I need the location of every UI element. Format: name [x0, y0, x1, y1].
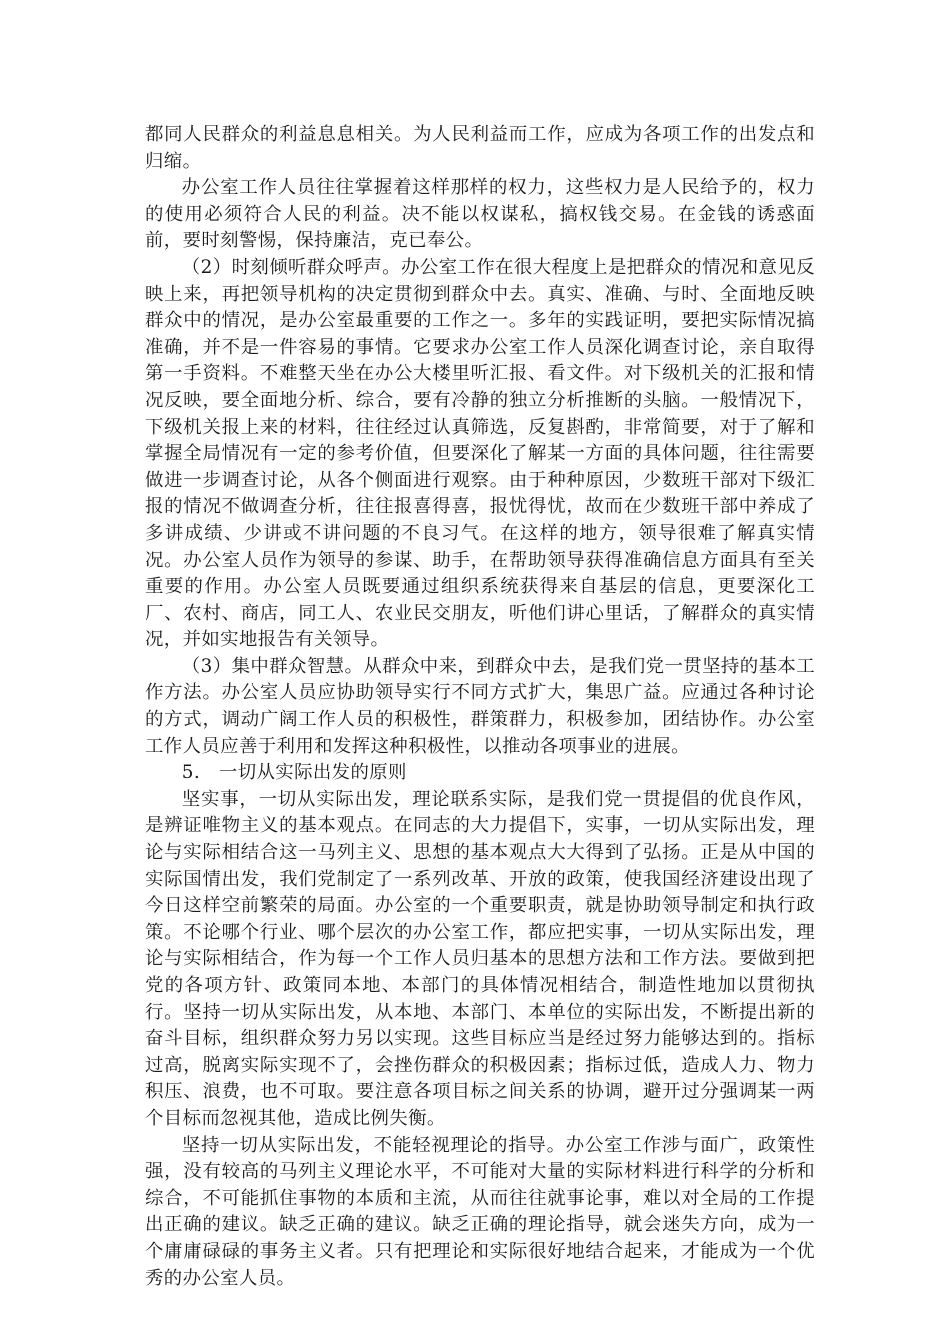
- section-heading-practical-principle: 5. 一切从实际出发的原则: [181, 762, 407, 784]
- paragraph-collective-wisdom: （3）集中群众智慧。从群众中来，到群众中去，是我们党一贯坚持的基本工作方法。办公室人员应协助领导实行不同方式扩大，集思广益。应通过各种讨论的方式，调动广阔工作人员的积极性，群策群力，积极参加，团结协作。办公室工作人员应善于利用和发挥这种积极性，以推动各项事业的进展。: [145, 655, 815, 757]
- paragraph-listen-to-masses: （2）时刻倾听群众呼声。办公室工作在很大程度上是把群众的情况和意见反映上来，再把领导机构的决定贯彻到群众中去。真实、准确、与时、全面地反映群众中的情况，是办公室最重要的工作之一。多年的实践证明，要把实际情况搞准确，并不是一件容易的事情。它要求办公室工作人员深化调查讨论，亲自取得第一手资料。不难整天坐在办公大楼里听汇报、看文件。对下级机关的汇报和情况反映，要全面地分析、综合，要有冷静的独立分析推断的头脑。一般情况下，下级机关报上来的材料，往往经过认真筛选，反复斟酌，非常简要，对于了解和掌握全局情况有一定的参考价值，但要深化了解某一方面的具体问题，往往需要做进一步调查讨论，从各个侧面进行观察。由于种种原因，少数班干部对下级汇报的情况不做调查分析，往往报喜得喜，报忧得忧，故而在少数班干部中养成了多讲成绩、少讲或不讲问题的不良习气。在这样的地方，领导很难了解真实情况。办公室人员作为领导的参谋、助手，在帮助领导获得准确信息方面具有至关重要的作用。办公室人员既要通过组织系统获得来自基层的信息，更要深化工厂、农村、商店，同工人、农业民交朋友，听他们讲心里话，了解群众的真实情况，并如实地报告有关领导。: [145, 256, 815, 651]
- document-body: [145, 122, 815, 1292]
- paragraph-seek-truth: 坚实事，一切从实际出发，理论联系实际，是我们党一贯提倡的优良作风，是辨证唯物主义的基本观点。在同志的大力提倡下，实事，一切从实际出发，理论与实际相结合这一马列主义、思想的基本观点大大得到了弘扬。正是从中国的实际国情出发，我们党制定了一系列改革、开放的政策，使我国经济建设出现了今日这样空前繁荣的局面。办公室的一个重要职责，就是协助领导制定和执行政策。不论哪个行业、哪个层次的办公室工作，都应把实事，一切从实际出发，理论与实际相结合，作为每一个工作人员归基本的思想方法和工作方法。要做到把党的各项方针、政策同本地、本部门的具体情况相结合，制造性地加以贯彻执行。坚持一切从实际出发，从本地、本部门、本单位的实际出发，不断提出新的奋斗目标，组织群众努力另以实现。这些目标应当是经过努力能够达到的。指标过高，脱离实际实现不了，会挫伤群众的积极因素；指标过低，造成人力、物力积压、浪费，也不可取。要注意各项目标之间关系的协调，避开过分强调某一两个目标而忽视其他，造成比例失衡。: [145, 788, 815, 1129]
- paragraph-theory-guidance: 坚持一切从实际出发，不能轻视理论的指导。办公室工作涉与面广，政策性强，没有较高的马列主义理论水平，不可能对大量的实际材料进行科学的分析和综合，不可能抓住事物的本质和主流，从而往往就事论事，难以对全局的工作提出正确的建议。缺乏正确的建议。缺乏正确的理论指导，就会迷失方向，成为一个庸庸碌碌的事务主义者。只有把理论和实际很好地结合起来，才能成为一个优秀的办公室人员。: [145, 1134, 815, 1289]
- paragraph-power-integrity: 办公室工作人员往往掌握着这样那样的权力，这些权力是人民给予的，权力的使用必须符合人民的利益。决不能以权谋私，搞权钱交易。在金钱的诱惑面前，要时刻警惕，保持廉洁，克已奉公。: [145, 177, 815, 252]
- paragraph-continuation: 都同人民群众的利益息息相关。为人民利益而工作，应成为各项工作的出发点和归缩。: [145, 124, 815, 172]
